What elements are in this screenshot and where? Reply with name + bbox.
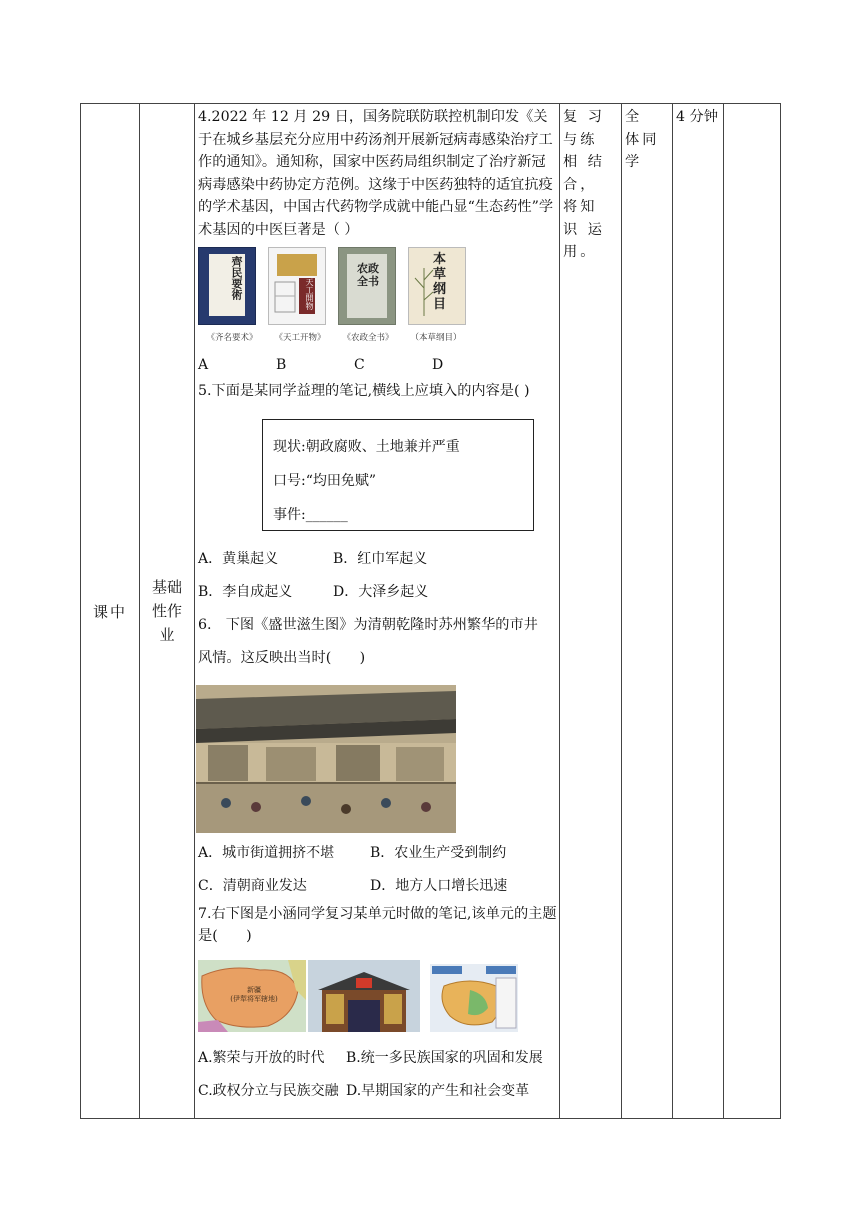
q6-option-b: B．农业生产受到制约: [370, 844, 507, 861]
content-cell: [195, 104, 560, 1119]
small-map-illustration: [430, 964, 518, 1032]
palace-photo: [308, 960, 420, 1032]
q6-option-d: D．地方人口增长迅速: [370, 877, 508, 894]
unit-map-small: [430, 964, 518, 1032]
question-7-text: 7.右下图是小涵同学复习某单元时做的笔记,该单元的主题是( ): [198, 905, 557, 944]
book-caption-c: 《农政全书》: [342, 333, 394, 343]
question-6-line2: 风情。这反映出当时( ): [198, 649, 366, 666]
note-line-slogan: 口号:“均田免赋”: [273, 472, 377, 489]
book-title-c: 农政全书: [357, 262, 379, 288]
book-letters: [198, 354, 557, 377]
book-letter-c: C: [354, 356, 365, 373]
q5-option-b: B．红巾军起义: [333, 550, 428, 567]
notes-cell: [724, 104, 781, 1119]
q6-option-a: A．城市街道拥挤不堪: [198, 844, 335, 861]
book-letter-b: B: [276, 356, 287, 373]
q5-options-row2: [198, 576, 557, 609]
q6-option-c: C．清朝商业发达: [198, 877, 307, 894]
target-cell: [622, 104, 673, 1119]
book-caption-d: （本草纲目）: [410, 333, 462, 343]
stage-cell: [81, 104, 140, 1119]
book-caption-b: 《天工开物》: [274, 333, 326, 343]
target-text: 全 体同学: [625, 109, 660, 170]
q7-option-d: D.早期国家的产生和社会变革: [346, 1082, 530, 1099]
q7-options-row2: [198, 1075, 557, 1108]
q7-option-c: C.政权分立与民族交融: [198, 1082, 339, 1099]
time-text: 4 分钟: [676, 109, 718, 125]
mode-text: 复 习 与练 相 结合， 将知 识 运用。: [563, 109, 605, 260]
q5-option-d: D．大泽乡起义: [333, 583, 429, 600]
q6-options-row1: [198, 837, 557, 870]
question-4-text: 4.2022 年 12 月 29 日，国务院联防联控机制印发《关于在城乡基层充分应用中药汤剂开展新冠病毒感染治疗工作的通知》。通知称，国家中医药局组织制定了治疗新冠病毒感染中药协定方范例。这缘于中医药独特的适宜抗疫的学术基因，中国古代药物学成就中能凸显“生态药性”学术基因的中医巨著是（ ）: [198, 109, 554, 238]
question-6-line1: 6. 下图《盛世滋生图》为清朝乾隆时苏州繁华的市井: [198, 616, 538, 633]
homework-type-cell: [140, 104, 195, 1119]
q7-option-b: B.统一多民族国家的巩固和发展: [346, 1049, 543, 1066]
book-caption-a: 《齐名要术》: [206, 333, 258, 343]
herb-illustration: [411, 258, 437, 318]
book-letter-d: D: [432, 356, 444, 373]
homework-type-label: 基础性作业: [151, 578, 182, 644]
note-box: [262, 419, 534, 531]
unit-note-images: [198, 960, 557, 1032]
stage-label: 课中: [92, 602, 127, 621]
q6-options-row2: [198, 870, 557, 903]
note-line-status: 现状:朝政腐败、土地兼并严重: [273, 438, 460, 455]
book-title-a: 齊民要術: [230, 256, 243, 300]
q5-options-row1: [198, 543, 557, 576]
book-letter-a: A: [198, 356, 209, 373]
q7-option-a: A.繁荣与开放的时代: [198, 1049, 325, 1066]
book-title-b: 天工開物: [305, 278, 314, 310]
question-5-text: 5.下面是某同学益理的笔记,横线上应填入的内容是( ): [198, 383, 530, 399]
xinjiang-map: [198, 960, 306, 1032]
note-line-event: 事件:______: [273, 506, 348, 523]
book-b-illustration: [273, 278, 299, 318]
book-captions: [198, 327, 557, 350]
prosperous-suzhou-painting: [196, 685, 456, 833]
book-title-d: 本草纲目: [433, 252, 447, 312]
book-cover-a: [198, 247, 256, 325]
book-cover-c: [338, 247, 396, 325]
time-cell: [673, 104, 724, 1119]
q5-option-a: A．黄巢起义: [198, 550, 279, 567]
lesson-plan-table: [80, 103, 781, 1119]
q5-option-c: B．李自成起义: [198, 583, 293, 600]
map-label: 新疆 (伊犁将军辖地): [230, 985, 278, 1003]
book-cover-b: [268, 247, 326, 325]
mode-cell: [560, 104, 622, 1119]
book-cover-d: [408, 247, 466, 325]
book-covers: [198, 247, 557, 325]
painting-illustration: [196, 685, 456, 833]
palace-illustration: [308, 960, 420, 1032]
q7-options-row1: [198, 1042, 557, 1075]
